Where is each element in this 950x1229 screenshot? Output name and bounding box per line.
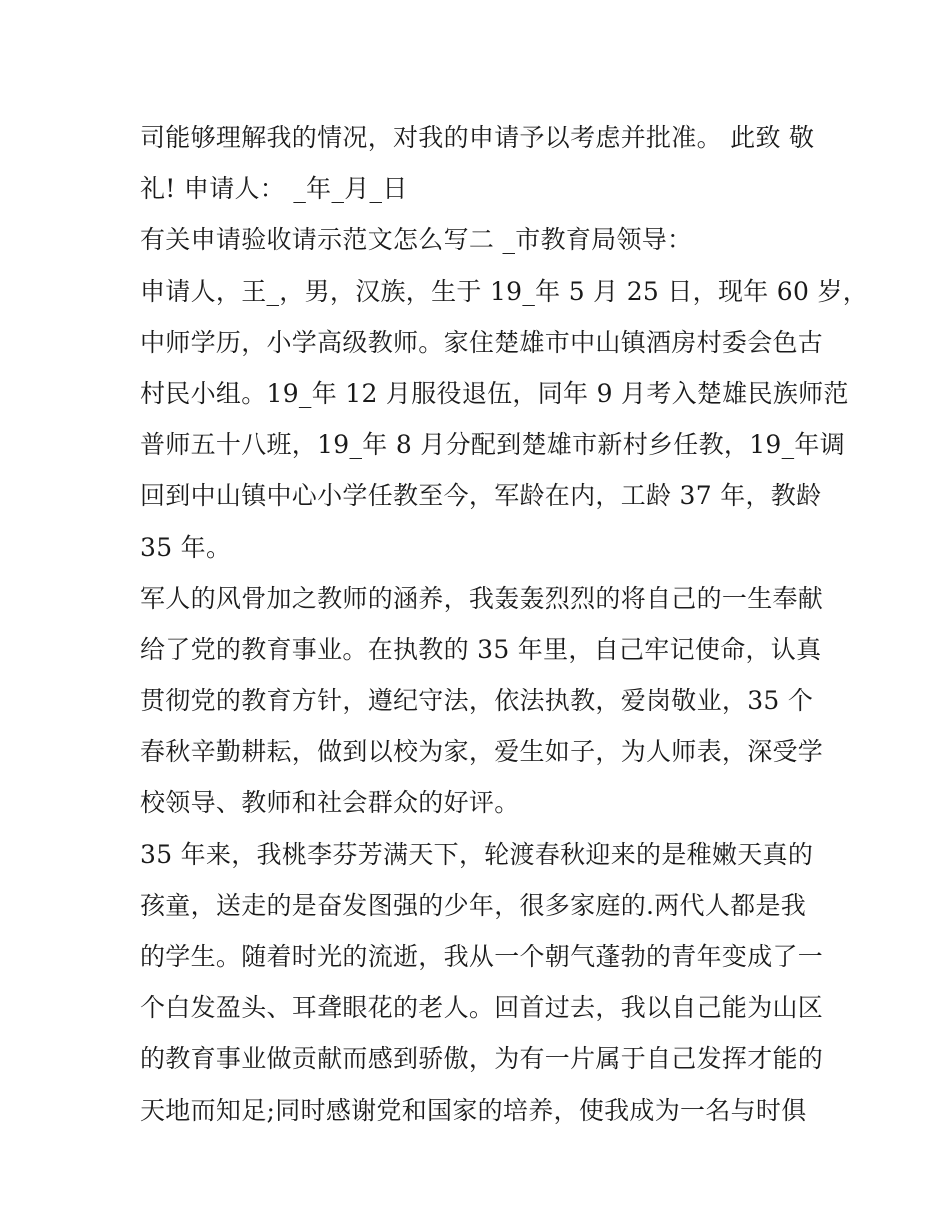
text-line: 春秋辛勤耕耘，做到以校为家，爱生如子，为人师表，深受学	[140, 737, 824, 767]
text-line: 司能够理解我的情况，对我的申请予以考虑并批准。 此致 敬	[140, 123, 815, 152]
document-body	[140, 112, 869, 1136]
text-line: 校领导、教师和社会群众的好评。	[140, 788, 520, 818]
text-line: 礼! 申请人： _年_月_日	[140, 174, 408, 204]
text-line: 申请人，王_，男，汉族，生于 19_年 5 月 25 日，现年 60 岁，	[140, 276, 869, 306]
text-line: 个白发盈头、耳聋眼花的老人。回首过去，我以自己能为山区	[140, 993, 824, 1023]
text-line: 孩童，送走的是奋发图强的少年，很多家庭的.两代人都是我	[140, 890, 807, 920]
section-heading: 有关申请验收请示范文怎么写二 _市教育局领导：	[140, 225, 693, 255]
text-line: 普师五十八班，19_年 8 月分配到楚雄市新村乡任教，19_年调	[140, 430, 846, 460]
text-line: 军人的风骨加之教师的涵养，我轰轰烈烈的将自己的一生奉献	[140, 583, 824, 613]
text-line: 35 年来，我桃李芬芳满天下，轮渡春秋迎来的是稚嫩天真的	[140, 839, 814, 869]
text-line: 天地而知足;同时感谢党和国家的培养，使我成为一名与时俱	[140, 1095, 807, 1125]
text-line: 回到中山镇中心小学任教至今，军龄在内，工龄 37 年，教龄	[140, 481, 822, 511]
text-line: 中师学历，小学高级教师。家住楚雄市中山镇酒房村委会色古	[140, 327, 824, 357]
text-line: 的学生。随着时光的流逝，我从一个朝气蓬勃的青年变成了一	[140, 942, 824, 971]
text-line: 的教育事业做贡献而感到骄傲，为有一片属于自己发挥才能的	[140, 1044, 824, 1074]
text-line: 35 年。	[140, 532, 232, 562]
text-line: 给了党的教育事业。在执教的 35 年里，自己牢记使命，认真	[140, 634, 822, 664]
text-line: 村民小组。19_年 12 月服役退伍，同年 9 月考入楚雄民族师范	[140, 378, 849, 408]
text-line: 贯彻党的教育方针，遵纪守法，依法执教，爱岗敬业，35 个	[140, 686, 814, 716]
